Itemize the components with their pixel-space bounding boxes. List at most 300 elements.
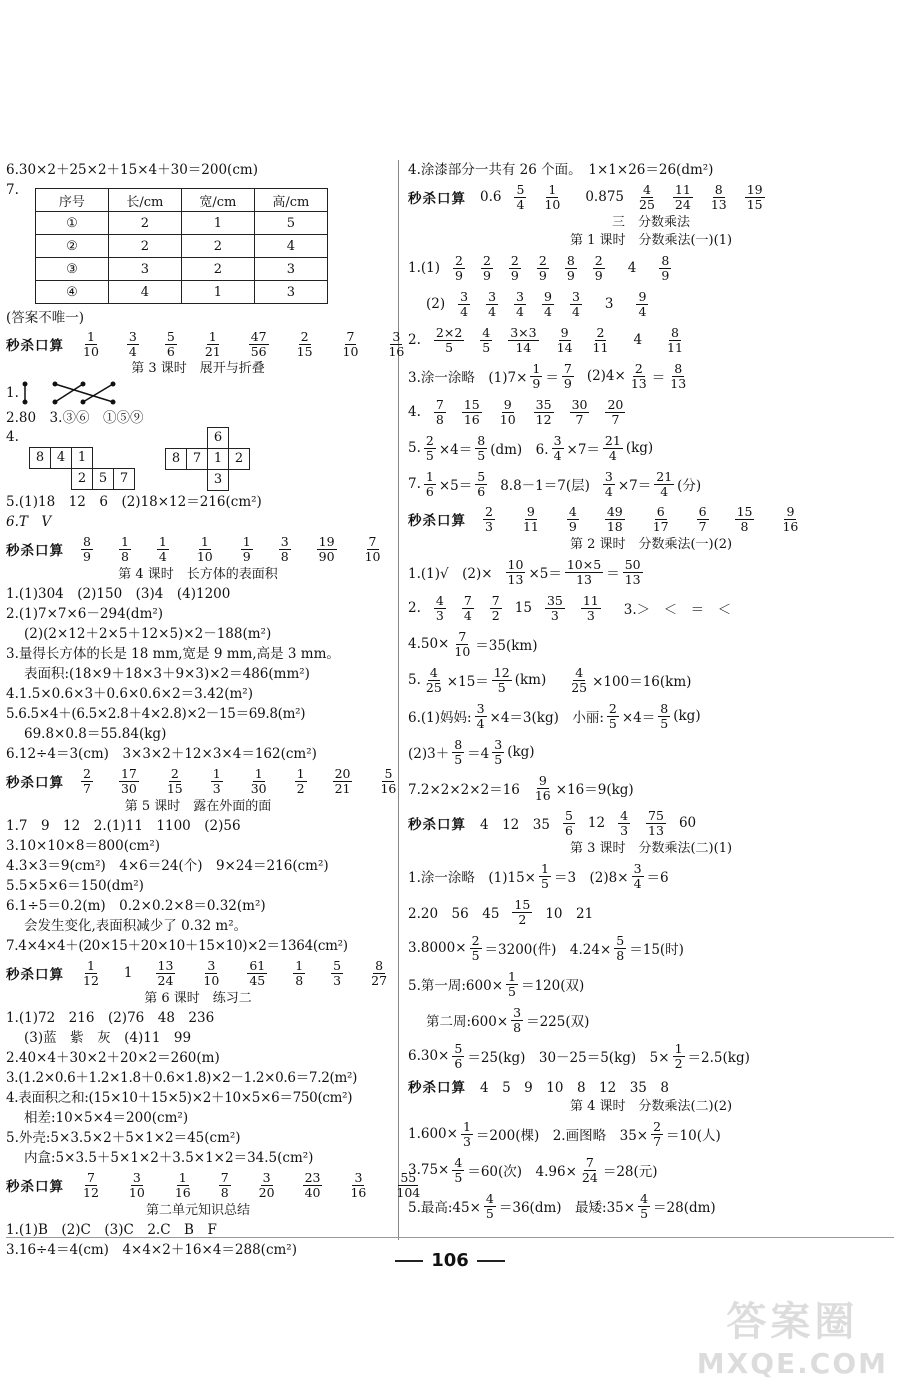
answer-text: ＝15(时) [629, 942, 684, 958]
answer-text: 5.最高:45× [408, 1200, 481, 1216]
quick-calc-label: 秒杀口算 [408, 817, 466, 833]
fraction: $\frac{8}{27}$ [371, 957, 388, 988]
fraction: $\frac{5}{3}$ [333, 957, 342, 988]
fraction: $\frac{1}{21}$ [204, 328, 221, 359]
answer-text: (2)4× [586, 368, 626, 384]
cube-net-2 [166, 428, 250, 491]
fraction: $\frac{9}{16}$ [534, 772, 551, 803]
answer-line: 5.5×5×6＝150(dm²) [6, 878, 144, 894]
fraction: $\frac{9}{16}$ [782, 503, 799, 534]
table-header: 高/cm [254, 189, 327, 212]
dimensions-table [35, 188, 328, 304]
answer-text: ×100＝16(km) [592, 674, 692, 690]
fraction: $\frac{4}{3}$ [435, 592, 444, 623]
fraction: $\frac{19}{90}$ [318, 533, 335, 564]
watermark-title: 答案圈 [726, 1299, 859, 1345]
answer-text: ×15＝ [446, 674, 489, 690]
net-cell: 8 [165, 448, 187, 470]
question-number: 1. [6, 385, 19, 401]
unit-title: 三 分数乘法 [611, 215, 690, 230]
fraction: $\frac{7}{24}$ [581, 1154, 598, 1185]
answer-text: 10 21 [545, 906, 594, 922]
fraction: $\frac{19}{15}$ [746, 181, 763, 212]
fraction: $\frac{4}{5}$ [454, 1154, 463, 1185]
answer-text: ＝200(棵) 2.画图略 35× [475, 1128, 649, 1144]
fraction: $\frac{9}{14}$ [556, 324, 573, 355]
net-cell: 6 [207, 427, 229, 449]
fraction: $\frac{1}{4}$ [158, 533, 167, 564]
fraction: $\frac{9}{4}$ [638, 288, 647, 319]
fraction: $\frac{8}{5}$ [454, 736, 463, 767]
left-column [6, 160, 421, 1260]
fraction: $\frac{3}{4}$ [476, 700, 485, 731]
answer-line: 3.(1.2×0.6＋1.2×1.8＋0.6×1.8)×2－1.2×0.6＝7.2(m²) [6, 1070, 358, 1086]
answer-text: ＝28(dm) [653, 1200, 716, 1216]
answer-text: (2) [426, 296, 446, 312]
fraction: $\frac{75}{13}$ [648, 807, 664, 838]
answer-text: ＝2.5(kg) [687, 1050, 750, 1066]
fraction: $\frac{5}{4}$ [516, 181, 525, 212]
page-number-dash [395, 1260, 423, 1262]
fraction: $\frac{3}{10}$ [203, 957, 220, 988]
table-cell: ③ [35, 258, 108, 281]
quick-calc-label: 秒杀口算 [6, 775, 64, 791]
column-divider [398, 160, 399, 1240]
quick-calc-row [408, 806, 894, 840]
answer-text: ＝3200(件) 4.24× [484, 942, 612, 958]
fraction: $\frac{10}{13}$ [507, 556, 524, 587]
answer-row [408, 662, 894, 698]
fraction: $\frac{2}{7}$ [83, 765, 91, 796]
fraction: $\frac{50}{13}$ [624, 556, 641, 587]
answer-text: 3.＞ ＜ ＝ ＜ [623, 602, 732, 618]
answer-text: ＝225(双) [526, 1014, 590, 1030]
table-cell: 3 [254, 281, 327, 304]
answer-text: ＝6 [646, 870, 669, 886]
answer-text: 7. [408, 476, 421, 492]
answer-text: 5. [408, 672, 421, 688]
answer-text: 6.(1)妈妈: [408, 710, 472, 726]
fraction: $\frac{2}{15}$ [296, 328, 313, 359]
watermark-url: MXQE.COM [696, 1347, 888, 1380]
net-empty [29, 468, 51, 490]
fraction: $\frac{1}{9}$ [532, 360, 541, 391]
fraction: $\frac{7}{4}$ [463, 592, 472, 623]
fraction: $\frac{1}{8}$ [295, 957, 304, 988]
quick-calc-label: 秒杀口算 [408, 1080, 466, 1096]
quick-calc-label: 秒杀口算 [6, 967, 64, 983]
answer-text: (kg) [673, 708, 701, 724]
answer-line: 4.1.5×0.6×3＋0.6×0.6×2＝3.42(m²) [6, 686, 253, 702]
answer-text: 3.75× [408, 1162, 450, 1178]
fraction: $\frac{11}{24}$ [674, 181, 691, 212]
net-cell: 2 [228, 448, 250, 470]
fraction: $\frac{3}{8}$ [280, 533, 289, 564]
fraction: $\frac{2}{11}$ [592, 324, 609, 355]
answer-text: 4 [633, 332, 643, 348]
quick-calc-row [6, 1168, 421, 1202]
fraction: $\frac{30}{7}$ [571, 396, 588, 427]
answer-line: (3)蓝 紫 灰 (4)11 99 [24, 1030, 192, 1046]
fraction: $\frac{49}{18}$ [606, 503, 623, 534]
answer-line: 6.12÷4＝3(cm) 3×3×2＋12×3×4＝162(cm²) [6, 746, 317, 762]
fraction: $\frac{1}{10}$ [83, 328, 99, 359]
answer-row [408, 734, 894, 770]
section-title: 第 4 课时 长方体的表面积 [118, 567, 278, 582]
section-title: 第 6 课时 练习二 [144, 991, 252, 1006]
answer-line: 相差:10×5×4＝200(cm²) [24, 1110, 189, 1126]
answer-line: 会发生变化,表面积减少了 0.32 m²。 [24, 918, 248, 934]
right-column [408, 160, 894, 1224]
answer-row [408, 1152, 894, 1188]
fraction: $\frac{4}{5}$ [482, 324, 491, 355]
fraction: $\frac{2}{13}$ [630, 360, 647, 391]
net-cell: 7 [113, 468, 135, 490]
fraction: $\frac{8}{11}$ [667, 324, 683, 355]
fraction: $\frac{3}{8}$ [513, 1004, 522, 1035]
answer-text: 4 [627, 260, 637, 276]
fraction: $\frac{1}{2}$ [296, 765, 305, 796]
net-cell: 1 [71, 447, 93, 469]
quick-calc-label: 秒杀口算 [6, 338, 64, 354]
quick-calc-label: 秒杀口算 [408, 513, 466, 529]
answer-line: 6.1÷5＝0.2(m) 0.2×0.2×8＝0.32(m²) [6, 898, 266, 914]
answer-text: 8.8－1＝7(层) [500, 478, 590, 494]
answer-text: 0.6 [480, 189, 502, 205]
answer-text: (km) [514, 672, 547, 688]
answer-text: 2. [408, 600, 421, 616]
fraction: $\frac{3}{4}$ [604, 468, 613, 499]
fraction: $\frac{9}{10}$ [499, 396, 516, 427]
fraction: $\frac{1}{8}$ [120, 533, 129, 564]
fraction: $\frac{5}{6}$ [454, 1040, 463, 1071]
table-cell: 1 [181, 281, 254, 304]
net-empty [228, 469, 250, 491]
page-number-dash [477, 1260, 505, 1262]
answer-text: ＝120(双) [520, 978, 585, 994]
answer-text: 5. [408, 440, 421, 456]
fraction: $\frac{2}{15}$ [166, 765, 183, 796]
fraction: $\frac{8}{9}$ [83, 533, 91, 564]
fraction: $\frac{35}{3}$ [546, 592, 563, 623]
fraction: $\frac{1}{16}$ [174, 1169, 191, 1200]
answer-row: 3.涂一涂略 (1)7× $\frac{1}{9}$ ＝ $\frac{7}{9}$ (2)4× $\frac{2}{13}$ ＝ $\frac{8}{13}$ [408, 360, 687, 391]
answer-line: 内盒:5×3.5＋5×1×2＋3.5×1×2＝34.5(cm²) [24, 1150, 314, 1166]
question-number: 4. [6, 429, 19, 445]
note-text: (答案不唯一) [6, 310, 85, 326]
answer-line: 4.涂漆部分一共有 26 个面。 1×1×26＝26(dm²) [408, 162, 714, 178]
fraction: $\frac{2}{5}$ [471, 932, 480, 963]
net-empty [228, 427, 250, 449]
fraction: $\frac{1}{3}$ [212, 765, 221, 796]
fraction: $\frac{3}{20}$ [258, 1169, 275, 1200]
answer-row: 1.(1)√ (2)× $\frac{10}{13}$ ×5＝ $\frac{10\times 5}{13}$ ＝ $\frac{50}{13}$ [408, 556, 641, 587]
question-number: 7. [6, 182, 19, 198]
fraction: $\frac{7}{8}$ [435, 396, 444, 427]
quick-calc-label: 秒杀口算 [6, 543, 64, 559]
answer-row [408, 1002, 894, 1038]
answer-line: 1.(1)72 216 (2)76 48 236 [6, 1010, 215, 1026]
fraction: $\frac{8}{5}$ [477, 432, 486, 463]
answer-text: 60 [678, 815, 697, 831]
fraction: $\frac{1}{9}$ [242, 533, 251, 564]
fraction: $\frac{7}{10}$ [454, 628, 471, 659]
answer-row [408, 966, 894, 1002]
fraction: $\frac{10\times 5}{13}$ [566, 556, 602, 587]
fraction: $\frac{2}{3}$ [485, 503, 493, 534]
net-empty [165, 427, 187, 449]
answer-text: 1 [123, 965, 133, 981]
answer-text: 4. [408, 404, 421, 420]
answer-text: ＝10(人) [666, 1128, 721, 1144]
fraction: $\frac{3}{4}$ [553, 432, 562, 463]
answer-row [408, 770, 894, 806]
fraction: $\frac{3}{4}$ [460, 288, 469, 319]
fraction: $\frac{11}{3}$ [582, 592, 599, 623]
answer-text: 第二周:600× [426, 1014, 509, 1030]
answer-row [408, 466, 894, 502]
answer-text: (分) [677, 478, 702, 494]
section-title: 第二单元知识总结 [145, 1203, 250, 1218]
page-number [0, 1250, 900, 1271]
fraction: $\frac{5}{6}$ [166, 328, 175, 359]
fraction: $\frac{4}{25}$ [639, 181, 655, 212]
net-empty [50, 468, 72, 490]
net-cell: 8 [29, 447, 51, 469]
matching-lines-figure [19, 379, 129, 407]
answer-text: (dm) 6. [490, 442, 549, 458]
answer-text: ＝3 (2)8× [553, 870, 629, 886]
answer-row [408, 894, 894, 930]
answer-text: 1.(1)√ (2)× [408, 566, 493, 582]
net-cell: 2 [71, 468, 93, 490]
answer-line: 2.(1)7×7×6－294(dm²) [6, 606, 164, 622]
fraction: $\frac{47}{56}$ [250, 328, 267, 359]
answer-line: 5.6.5×4＋(6.5×2.8＋4×2.8)×2－15＝69.8(m²) [6, 706, 306, 722]
table-cell: ④ [35, 281, 108, 304]
fraction: $\frac{7}{2}$ [491, 592, 500, 623]
answer-line: 7.4×4×4＋(20×15＋20×10＋15×10)×2＝1364(cm²) [6, 938, 348, 954]
fraction: $\frac{1}{10}$ [544, 181, 561, 212]
section-title: 第 1 课时 分数乘法(一)(1) [569, 233, 733, 248]
fraction: $\frac{21}{4}$ [604, 432, 621, 463]
answer-text: 6.30× [408, 1048, 450, 1064]
answer-text: 3.8000× [408, 940, 467, 956]
answer-text: 4.50× [408, 636, 450, 652]
fraction: $\frac{1}{3}$ [462, 1118, 471, 1149]
fraction: $\frac{2}{7}$ [653, 1118, 662, 1149]
fraction: $\frac{3\times 3}{14}$ [510, 324, 537, 355]
table-cell: 2 [181, 235, 254, 258]
fraction: $\frac{1}{6}$ [425, 468, 434, 499]
table-cell: 3 [254, 258, 327, 281]
fraction: $\frac{4}{9}$ [568, 503, 577, 534]
table-row [35, 281, 327, 304]
fraction: $\frac{3}{5}$ [494, 736, 503, 767]
section-title: 第 3 课时 分数乘法(二)(1) [569, 841, 733, 856]
quick-calc-row [6, 956, 390, 990]
section-title: 第 5 课时 露在外面的面 [124, 799, 272, 814]
fraction: $\frac{3}{4}$ [571, 288, 580, 319]
answer-text: 4 5 9 10 8 12 35 8 [480, 1080, 669, 1096]
table-header: 长/cm [108, 189, 181, 212]
quick-calc-row [408, 1074, 894, 1098]
fraction: $\frac{9}{4}$ [543, 288, 552, 319]
fraction: $\frac{9}{11}$ [522, 503, 539, 534]
table-cell: 2 [108, 212, 181, 235]
fraction: $\frac{61}{45}$ [249, 957, 266, 988]
answer-text: ＝25(kg) 30－25＝5(kg) 5× [467, 1050, 670, 1066]
answer-row [408, 250, 894, 286]
answer-text: ＝60(次) 4.96× [467, 1164, 577, 1180]
fraction: $\frac{5}{6}$ [477, 468, 486, 499]
fraction: $\frac{7}{10}$ [342, 328, 359, 359]
answer-text: (kg) [625, 440, 654, 456]
section-title: 第 4 课时 分数乘法(二)(2) [569, 1099, 733, 1114]
table-cell: 3 [108, 258, 181, 281]
fraction: $\frac{4}{5}$ [485, 1190, 494, 1221]
answer-text: 3.涂一涂略 (1)7× [408, 370, 528, 386]
answer-row [408, 626, 894, 662]
answer-text: 1.(1) [408, 260, 441, 276]
answer-line: 3.量得长方体的长是 18 mm,宽是 9 mm,高是 3 mm。 [6, 646, 340, 662]
answer-row [408, 930, 894, 966]
fraction: $\frac{1}{5}$ [508, 968, 516, 999]
net-empty [186, 427, 208, 449]
fraction: $\frac{3}{4}$ [516, 288, 524, 319]
quick-calc-label: 秒杀口算 [6, 1179, 64, 1195]
fraction: $\frac{3}{16}$ [388, 328, 405, 359]
section-title: 第 2 课时 分数乘法(一)(2) [569, 537, 733, 552]
net-empty [165, 469, 187, 491]
fraction: $\frac{4}{25}$ [571, 664, 588, 695]
fraction: $\frac{3}{4}$ [488, 288, 497, 319]
answer-text: 12 [587, 815, 606, 831]
net-empty [113, 447, 135, 469]
answer-text: 4 12 35 [480, 817, 550, 833]
fraction: $\frac{4}{3}$ [620, 807, 629, 838]
fraction: $\frac{7}{8}$ [220, 1169, 229, 1200]
fraction: $\frac{5}{6}$ [564, 807, 573, 838]
answer-text: ×7＝ [566, 442, 600, 458]
answer-text: ＝4 [467, 746, 490, 762]
answer-row [408, 322, 894, 358]
answer-text: 2.20 56 45 [408, 906, 500, 922]
answer-text: 3 [604, 296, 614, 312]
fraction: $\frac{7}{12}$ [83, 1169, 99, 1200]
answer-line: 1.(1)B (2)C (3)C 2.C B F [6, 1222, 217, 1238]
net-cell: 1 [207, 448, 229, 470]
answer-line: 6.T V [6, 514, 52, 530]
answer-text: ＝28(元) [602, 1164, 658, 1180]
fraction: $\frac{3}{10}$ [128, 1169, 145, 1200]
fraction: $\frac{8}{9}$ [661, 252, 670, 283]
answer-text: 15 [514, 600, 532, 616]
fraction: $\frac{1}{10}$ [196, 533, 213, 564]
quick-calc-row [408, 180, 894, 214]
net-cell: 3 [207, 469, 229, 491]
answer-text: ×4＝ [438, 442, 473, 458]
answer-text: 1.600× [408, 1126, 458, 1142]
table-cell: 4 [108, 281, 181, 304]
answer-row [408, 286, 894, 322]
answer-text: 2. [408, 332, 421, 348]
quick-calc-row [6, 532, 390, 566]
fraction: $\frac{15}{2}$ [514, 896, 531, 927]
answer-text: 1.涂一涂略 (1)15× [408, 870, 536, 886]
fraction: $\frac{20}{7}$ [607, 396, 624, 427]
fraction: $\frac{2}{9}$ [510, 252, 519, 283]
answer-line: 表面积:(18×9＋18×3＋9×3)×2＝486(mm²) [24, 666, 310, 682]
table-header: 宽/cm [181, 189, 254, 212]
table-row [35, 258, 327, 281]
fraction: $\frac{2}{5}$ [425, 432, 434, 463]
answer-line: 5.外壳:5×3.5×2＋5×1×2＝45(cm²) [6, 1130, 241, 1146]
fraction: $\frac{2}{9}$ [538, 252, 547, 283]
net-cell: 5 [92, 468, 114, 490]
answer-line: 2.80 3.③⑥ ①⑤⑨ [6, 410, 144, 426]
fraction: $\frac{5}{8}$ [616, 932, 625, 963]
fraction: $\frac{8}{13}$ [670, 360, 687, 391]
answer-line: (2)(2×12＋2×5＋12×5)×2－188(m²) [24, 626, 272, 642]
cube-net-1 [30, 448, 135, 490]
answer-line: 2.40×4＋30×2＋20×2＝260(m) [6, 1050, 220, 1066]
answer-line: 1.(1)304 (2)150 (3)4 (4)1200 [6, 586, 231, 602]
answer-line: 3.16÷4＝4(cm) 4×4×2＋16×4＝288(cm²) [6, 1242, 297, 1258]
fraction: $\frac{2}{9}$ [482, 252, 491, 283]
page-number-text: 106 [431, 1250, 469, 1271]
quick-calc-row [6, 328, 405, 360]
fraction: $\frac{15}{16}$ [463, 396, 480, 427]
table-row [35, 235, 327, 258]
answer-line: 6.30×2＋25×2＋15×4＋30＝200(cm) [6, 162, 258, 178]
answer-text: ×4＝ [621, 710, 656, 726]
answer-line: 69.8×0.8＝55.84(kg) [24, 726, 167, 742]
answer-row [408, 1116, 894, 1152]
answer-text: ×7＝ [617, 478, 652, 494]
fraction: $\frac{3}{4}$ [633, 860, 642, 891]
fraction: $\frac{3}{16}$ [350, 1169, 367, 1200]
section-title: 第 3 课时 展开与折叠 [131, 361, 265, 376]
fraction: $\frac{3}{4}$ [128, 328, 137, 359]
fraction: $\frac{17}{30}$ [120, 765, 137, 796]
net-empty [186, 469, 208, 491]
answer-line: 5.(1)18 12 6 (2)18×12＝216(cm²) [6, 494, 262, 510]
fraction: $\frac{55}{104}$ [396, 1169, 421, 1200]
net-empty [92, 447, 114, 469]
answer-text: 0.875 [585, 189, 624, 205]
fraction: $\frac{8}{5}$ [660, 700, 669, 731]
fraction: $\frac{12}{5}$ [493, 664, 510, 695]
answer-line: 3.10×10×8＝800(cm²) [6, 838, 161, 854]
fraction: $\frac{5}{16}$ [380, 765, 397, 796]
fraction: $\frac{21}{4}$ [656, 468, 673, 499]
quick-calc-row [6, 764, 397, 798]
fraction: $\frac{1}{5}$ [541, 860, 549, 891]
net-cell: 7 [186, 448, 208, 470]
fraction: $\frac{20}{21}$ [334, 765, 351, 796]
watermark [697, 1290, 888, 1380]
fraction: $\frac{8}{9}$ [566, 252, 575, 283]
fraction: $\frac{8}{13}$ [710, 181, 727, 212]
table-cell: 5 [254, 212, 327, 235]
fraction: $\frac{6}{17}$ [652, 503, 669, 534]
fraction: $\frac{23}{40}$ [304, 1169, 321, 1200]
answer-text: (2)3＋ [408, 746, 450, 762]
fraction: $\frac{15}{8}$ [736, 503, 753, 534]
answer-text: (kg) [507, 744, 535, 760]
answer-row [408, 1038, 894, 1074]
